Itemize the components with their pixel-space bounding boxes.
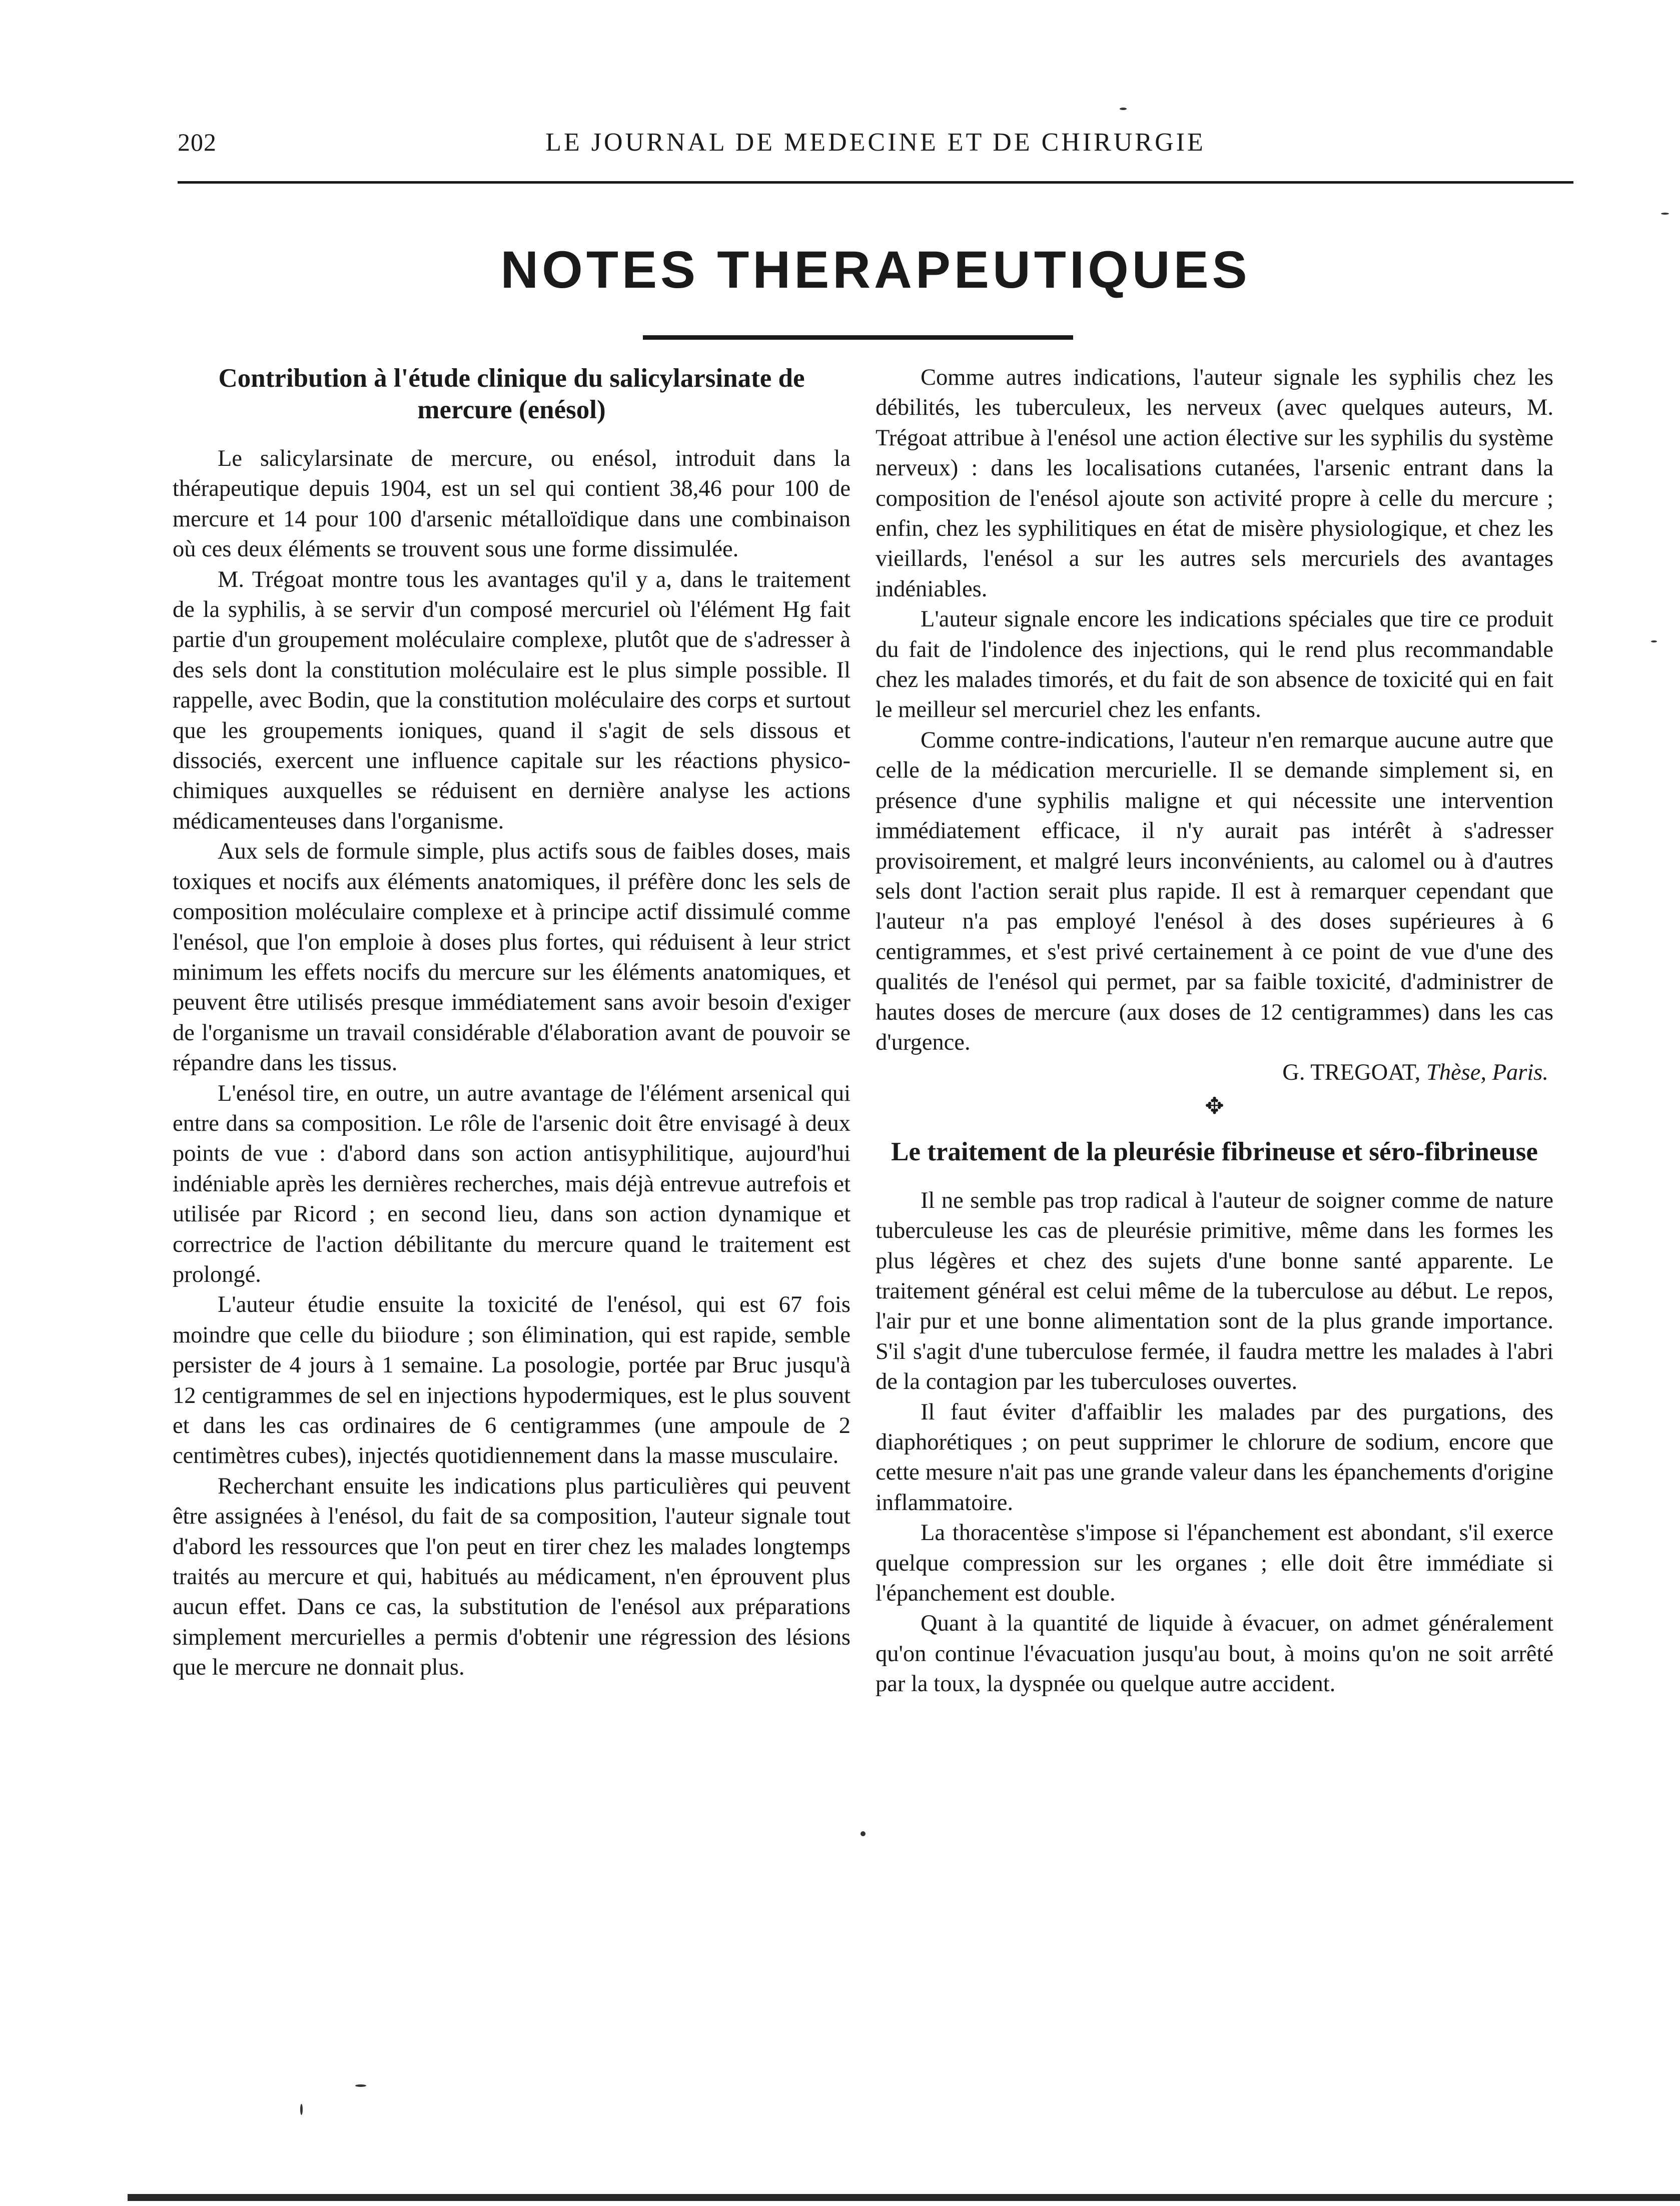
running-head — [178, 128, 1573, 168]
scan-speck — [1661, 213, 1669, 215]
paragraph: Recherchant ensuite les indications plus particulières qui peuvent être assignées à l'enésol, du fait de sa composition, l'auteur signale tout d'abord les ressources que l'on peut en tirer chez les malades longtemps traités au mercure et qui, habitués au médicament, n'en éprouvent plus aucun effet. Dans ce cas, la substitution de l'enésol aux préparations simplement mercurielles a permis d'obtenir une régression des lésions que le mercure ne donnait plus. — [173, 1473, 851, 1681]
scan-speck — [1120, 108, 1127, 110]
paragraph: Il ne semble pas trop radical à l'auteur de soigner comme de nature tuberculeuse les cas de pleurésie primitive, même dans les formes les plus légères et chez des sujets d'une bonne santé apparente. Le traitement général est celui même de la tuberculose au début. Le repos, l'air pur et une bonne alimentation sont de la plus grande importance. S'il s'agit d'une tuberculose fermée, il faudra mettre les malades à l'abri de la contagion par les tuberculoses ouvertes. — [876, 1187, 1553, 1395]
right-column — [876, 363, 1553, 1700]
paragraph: Aux sels de formule simple, plus actifs sous de faibles doses, mais toxiques et nocifs aux éléments anatomiques, il préfère donc les sels de composition moléculaire complexe et à principe actif dissimulé comme l'enésol, que l'on emploie à doses plus fortes, qui réduisent à leur strict minimum les effets nocifs du mercure sur les éléments anatomiques, et peuvent être utilisés presque immédiatement sans avoir besoin d'exiger de l'organisme un travail considérable d'élaboration avant de pouvoir se répandre dans les tissus. — [173, 839, 851, 1076]
paragraph: Le salicylarsinate de mercure, ou enésol, introduit dans la thérapeutique depuis 1904, est un sel qui contient 38,46 pour 100 de mercure et 14 pour 100 d'arsenic métalloïdique dans une combinaison où ces deux éléments se trouvent sous une forme dissimulée. — [173, 446, 851, 562]
bottom-edge-rule — [128, 2194, 1680, 2201]
left-column — [173, 363, 851, 1683]
article-signature — [876, 1058, 1553, 1088]
title-underline — [643, 335, 1073, 340]
paragraph: Il faut éviter d'affaiblir les malades par des purgations, des diaphorétiques ; on peut supprimer le chlorure de sodium, encore que cette mesure n'ait pas une grande valeur dans les épanchements d'origine inflammatoire. — [876, 1399, 1553, 1516]
journal-title: LE JOURNAL DE MEDECINE ET DE CHIRURGIE — [545, 128, 1206, 157]
header-rule — [178, 181, 1573, 184]
paragraph: Comme contre-indications, l'auteur n'en remarque aucune autre que celle de la médication mercurielle. Il se demande simplement si, en présence d'une syphilis maligne et qui nécessite une intervention immédiatement efficace, il n'y aurait pas intérêt à s'adresser provisoirement, et malgré leurs inconvénients, au calomel ou à d'autres sels dont l'action serait plus rapide. Il est à remarquer cependant que l'auteur n'a pas employé l'enésol à des doses supérieures à 6 centigrammes, et s'est privé certainement à ce point de vue d'une des qualités de l'enésol qui permet, par sa faible toxicité, d'administrer de hautes doses de mercure (aux doses de 12 centigrammes) dans les cas d'urgence. — [876, 727, 1553, 1055]
signature-author: G. TREGOAT, — [1282, 1060, 1421, 1086]
article-title-enesol: Contribution à l'étude clinique du salicylarsinate de mercure (enésol) — [218, 364, 805, 424]
scan-speck — [355, 2084, 366, 2087]
paragraph: L'auteur étudie ensuite la toxicité de l'enésol, qui est 67 fois moindre que celle du biiodure ; son élimination, qui est rapide, semble persister de 4 jours à 1 semaine. La posologie, portée par Bruc jusqu'à 12 centigrammes de sel en injections hypodermiques, est le plus souvent et dans les cas ordinaires de 6 centigrammes (une ampoule de 2 centimètres cubes), injectés quotidiennement dans la masse musculaire. — [173, 1292, 851, 1469]
section-title: NOTES THERAPEUTIQUES — [500, 241, 1251, 299]
signature-source: Thèse, Paris. — [1426, 1060, 1548, 1086]
section-ornament: ✥ — [1205, 1093, 1224, 1119]
paragraph: La thoracentèse s'impose si l'épanchement est abondant, s'il exerce quelque compression sur les organes ; elle doit être immédiate si l'épanchement est double. — [876, 1520, 1553, 1607]
paragraph: L'enésol tire, en outre, un autre avantage de l'élément arsenical qui entre dans sa composition. Le rôle de l'arsenic doit être envisagé à deux points de vue : d'abord dans son action antisyphilitique, aujourd'hui indéniable après les dernières recherches, mais déjà entrevue autrefois et utilisée par Ricord ; en second lieu, dans son action dynamique et correctrice de l'action débilitante du mercure quand le traitement est prolongé. — [173, 1080, 851, 1287]
scan-speck — [1651, 640, 1657, 642]
scan-speck — [300, 2104, 303, 2115]
paragraph: M. Trégoat montre tous les avantages qu'il y a, dans le traitement de la syphilis, à se servir d'un composé mercuriel où l'élément Hg fait partie d'un groupement moléculaire complexe, plutôt que de s'adresser à des sels dont la constitution moléculaire est le plus simple possible. Il rappelle, avec Bodin, que la constitution moléculaire des corps et surtout que les groupements ioniques, quand il s'agit de sels dissous et dissociés, exercent une influence capitale sur les réactions physico-chimiques auxquelles se réduisent en dernière analyse les actions médicamenteuses dans l'organisme. — [173, 566, 851, 834]
paragraph: Comme autres indications, l'auteur signale les syphilis chez les débilités, les tuberculeux, les nerveux (avec quelques auteurs, M. Trégoat attribue à l'enésol une action élective sur les syphilis du système nerveux) : dans les localisations cutanées, l'arsenic entrant dans la composition de l'enésol ajoute son activité propre à celle du mercure ; enfin, chez les syphilitiques en état de misère physiologique, et chez les vieillards, l'enésol a sur les autres sels mercuriels des avantages indéniables. — [876, 365, 1553, 602]
page-number: 202 — [178, 128, 217, 156]
paragraph: Quant à la quantité de liquide à évacuer, on admet généralement qu'on continue l'évacuation jusqu'au bout, à moins qu'on ne soit arrêté par la toux, la dyspnée ou quelque autre accident. — [876, 1611, 1553, 1697]
article-title-pleurisy: Le traitement de la pleurésie fibrineuse et séro-fibrineuse — [891, 1137, 1538, 1166]
scan-speck — [861, 1831, 866, 1836]
paragraph: L'auteur signale encore les indications spéciales que tire ce produit du fait de l'indolence des injections, qui le rend plus recommandable chez les malades timorés, et du fait de son absence de toxicité qui en fait le meilleur sel mercuriel chez les enfants. — [876, 606, 1553, 723]
